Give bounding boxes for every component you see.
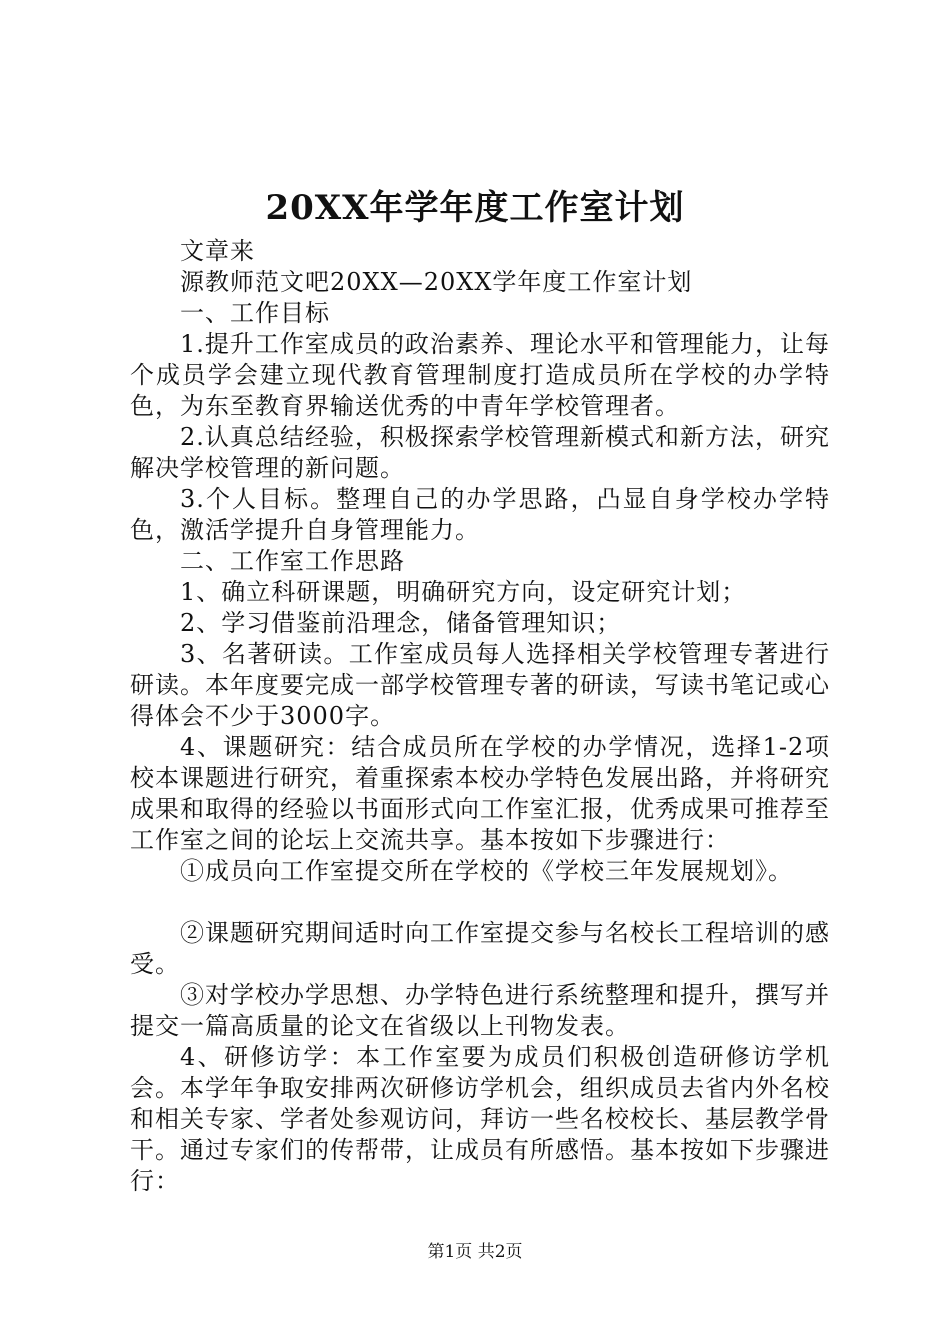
paragraph: 2、学习借鉴前沿理念，储备管理知识； <box>180 609 622 637</box>
paragraph: ③对学校办学思想、办学特色进行系统整理和提升，撰写并提交一篇高质量的论文在省级以上刊物发表。 <box>130 981 830 1040</box>
page-footer: 第1页 共2页 <box>427 1242 523 1262</box>
paragraph: 3.个人目标。整理自己的办学思路，凸显自身学校办学特色，激活学提升自身管理能力。 <box>130 485 830 544</box>
section-heading: 二、工作室工作思路 <box>180 547 405 575</box>
paragraph: 4、课题研究：结合成员所在学校的办学情况，选择1-2项校本课题进行研究，着重探索本校办学特色发展出路，并将研究成果和取得的经验以书面形式向工作室汇报，优秀成果可推荐至工作室之间的论坛上交流共享。基本按如下步骤进行： <box>130 733 830 854</box>
paragraph: 源教师范文吧20XX—20XX学年度工作室计划 <box>180 268 693 296</box>
paragraph: 2.认真总结经验，积极探索学校管理新模式和新方法，研究解决学校管理的新问题。 <box>130 423 830 482</box>
paragraph: 文章来 <box>180 237 255 265</box>
blank-line <box>130 887 830 918</box>
document-body <box>130 236 830 1197</box>
document-title: 20XX年学年度工作室计划 <box>265 188 685 228</box>
paragraph: 3、名著研读。工作室成员每人选择相关学校管理专著进行研读。本年度要完成一部学校管理专著的研读，写读书笔记或心得体会不少于3000字。 <box>130 640 830 730</box>
paragraph: 4、研修访学：本工作室要为成员们积极创造研修访学机会。本学年争取安排两次研修访学机会，组织成员去省内外名校和相关专家、学者处参观访问，拜访一些名校校长、基层教学骨干。通过专家们的传帮带，让成员有所感悟。基本按如下步骤进行： <box>130 1043 830 1195</box>
paragraph: ②课题研究期间适时向工作室提交参与名校长工程培训的感受。 <box>130 919 830 978</box>
section-heading: 一、工作目标 <box>180 299 330 327</box>
paragraph: 1、确立科研课题，明确研究方向，设定研究计划； <box>180 578 747 606</box>
paragraph: 1.提升工作室成员的政治素养、理论水平和管理能力，让每个成员学会建立现代教育管理制度打造成员所在学校的办学特色，为东至教育界输送优秀的中青年学校管理者。 <box>130 330 830 420</box>
paragraph: ①成员向工作室提交所在学校的《学校三年发展规划》。 <box>180 857 793 885</box>
